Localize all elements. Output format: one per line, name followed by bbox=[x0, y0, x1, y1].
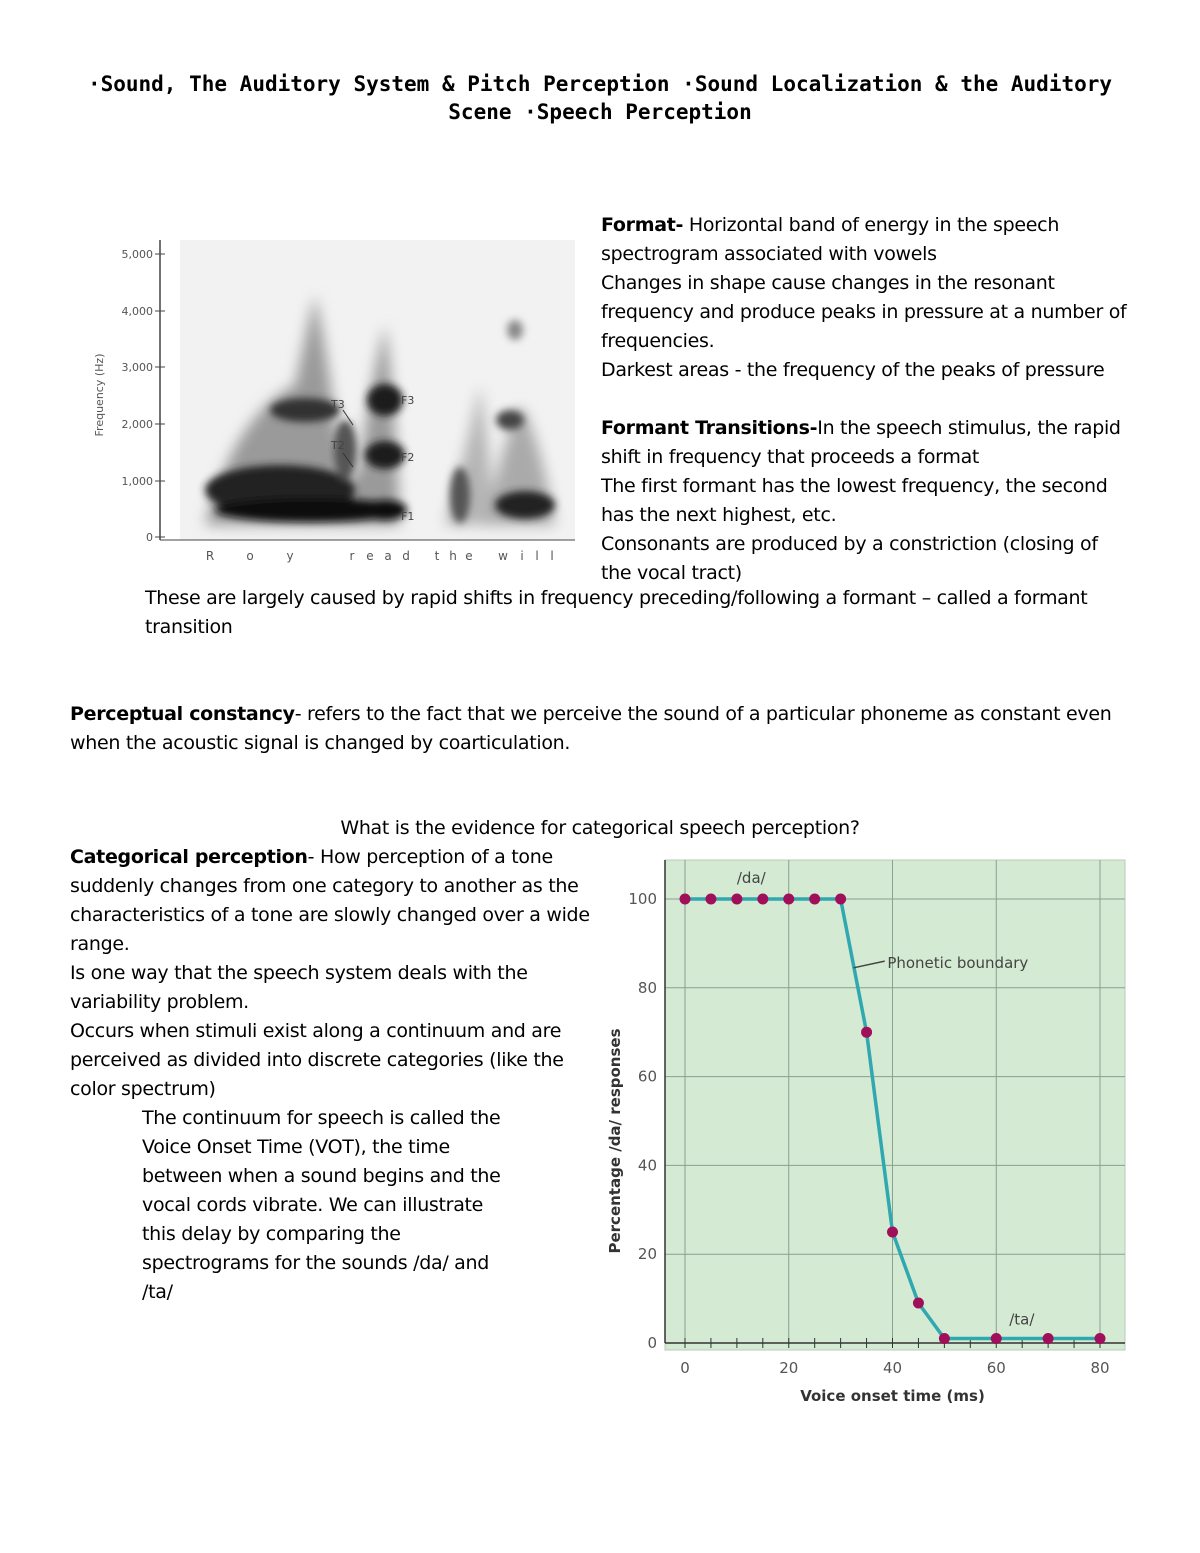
data-point bbox=[939, 1333, 950, 1344]
spectrogram-letter: o bbox=[246, 549, 254, 563]
spectrogram-ytick: 5,000 bbox=[121, 248, 153, 261]
spectrogram-ytick: 1,000 bbox=[121, 475, 153, 488]
annotation-ta: /ta/ bbox=[1009, 1310, 1035, 1329]
transitions-definition: In the speech stimulus, the rapid shift in frequency that proceeds a format bbox=[601, 417, 1121, 468]
y-tick-label: 80 bbox=[637, 978, 657, 997]
categorical-definition: - How perception of a tone suddenly changes from one category to another as the characteristics of a tone are slowly changed over a wide range. bbox=[70, 846, 590, 955]
spectrogram-ytick: 0 bbox=[146, 531, 153, 544]
data-point bbox=[783, 894, 794, 905]
spectrogram-letter: e bbox=[366, 549, 374, 563]
spectrogram-letter: y bbox=[286, 549, 294, 563]
spectrogram-letter: a bbox=[384, 549, 392, 563]
y-axis-label: Percentage /da/ responses bbox=[606, 1028, 624, 1254]
annotation-phonetic-boundary: Phonetic boundary bbox=[887, 953, 1029, 972]
spectrogram-ylabel: Frequency (Hz) bbox=[93, 353, 106, 437]
spectrogram-letter: r bbox=[349, 549, 355, 563]
data-point bbox=[757, 894, 768, 905]
categorical-line-2: Is one way that the speech system deals with the variability problem. bbox=[70, 962, 528, 1013]
data-point bbox=[731, 894, 742, 905]
data-point bbox=[1095, 1333, 1106, 1344]
transitions-line-2: The first formant has the lowest frequency, the second has the next highest, etc. bbox=[601, 475, 1108, 526]
spectrogram-letter: R bbox=[205, 549, 215, 563]
vot-chart bbox=[600, 855, 1130, 1415]
y-tick-label: 40 bbox=[637, 1156, 657, 1175]
spectrogram-letter: e bbox=[465, 549, 473, 563]
transitions-line-3: Consonants are produced by a constriction (closing of the vocal tract) bbox=[601, 533, 1098, 584]
data-point bbox=[680, 894, 691, 905]
spectrogram-letter: i bbox=[520, 549, 524, 563]
formant-line-2: Changes in shape cause changes in the resonant frequency and produce peaks in pressure at a number of frequencies. bbox=[601, 272, 1127, 352]
y-tick-label: 60 bbox=[637, 1067, 657, 1086]
spectrogram-label-f3: F3 bbox=[401, 394, 415, 407]
spectrogram-letter: h bbox=[449, 549, 457, 563]
page-title: ·Sound, The Auditory System & Pitch Perception ·Sound Localization & the Auditory Scene ·Speech Perception bbox=[87, 72, 1113, 124]
spectrogram-label-t2: T2 bbox=[331, 439, 345, 452]
x-tick-label: 60 bbox=[986, 1359, 1006, 1377]
y-tick-label: 0 bbox=[647, 1334, 657, 1352]
spectrogram-ytick: 2,000 bbox=[121, 418, 153, 431]
data-point bbox=[835, 894, 846, 905]
spectrogram-ytick: 3,000 bbox=[121, 361, 153, 374]
data-point bbox=[1043, 1333, 1054, 1344]
y-tick-label: 20 bbox=[637, 1245, 657, 1264]
perceptual-definition: - refers to the fact that we perceive the sound of a particular phoneme as constant even when the acoustic signal is changed by coarticulation. bbox=[70, 703, 1112, 754]
perceptual-section bbox=[70, 700, 1135, 758]
spectrogram-label-t3: T3 bbox=[331, 398, 345, 411]
spectrogram-letter: d bbox=[402, 549, 410, 563]
formant-line-3: Darkest areas - the frequency of the peaks of pressure bbox=[601, 359, 1105, 381]
spectrogram-label-f1: F1 bbox=[401, 510, 415, 523]
data-point bbox=[705, 894, 716, 905]
spectrogram-letter: w bbox=[498, 549, 508, 563]
data-point bbox=[991, 1333, 1002, 1344]
data-point bbox=[887, 1227, 898, 1238]
data-point bbox=[861, 1027, 872, 1038]
perceptual-term: Perceptual constancy bbox=[70, 703, 295, 725]
data-point bbox=[809, 894, 820, 905]
spectrogram-label-f2: F2 bbox=[401, 451, 415, 464]
y-tick-label: 100 bbox=[628, 890, 657, 908]
spectrogram-letter: l bbox=[535, 549, 539, 563]
x-tick-label: 40 bbox=[882, 1359, 903, 1377]
spectrogram-figure bbox=[85, 235, 585, 575]
x-axis-label: Voice onset time (ms) bbox=[800, 1387, 985, 1405]
annotation-da: /da/ bbox=[736, 869, 766, 887]
data-point bbox=[913, 1298, 924, 1309]
question-heading: What is the evidence for categorical speech perception? bbox=[340, 817, 860, 839]
categorical-term: Categorical perception bbox=[70, 846, 308, 868]
categorical-section bbox=[70, 843, 595, 1307]
spectrogram-ytick: 4,000 bbox=[121, 305, 153, 318]
transition-note: These are largely caused by rapid shifts in frequency preceding/following a formant – called a formant transition bbox=[145, 587, 1088, 638]
spectrogram-letter: l bbox=[550, 549, 554, 563]
x-tick-label: 0 bbox=[680, 1359, 690, 1377]
transitions-term: Formant Transitions- bbox=[601, 417, 818, 439]
categorical-line-3: Occurs when stimuli exist along a continuum and are perceived as divided into discrete categories (like the color spectrum) bbox=[70, 1020, 564, 1100]
formant-term: Format- bbox=[601, 214, 684, 236]
x-tick-label: 80 bbox=[1090, 1359, 1110, 1377]
categorical-indent: The continuum for speech is called the Voice Onset Time (VOT), the time between when a sound begins and the vocal cords vibrate. We can illustrate this delay by comparing the spectrograms for the sounds /da/ and /ta/ bbox=[142, 1107, 501, 1303]
spectrogram-letter: t bbox=[434, 549, 440, 563]
formant-definition: Horizontal band of energy in the speech spectrogram associated with vowels bbox=[601, 214, 1060, 265]
x-tick-label: 20 bbox=[779, 1359, 799, 1377]
formant-section bbox=[601, 211, 1131, 588]
